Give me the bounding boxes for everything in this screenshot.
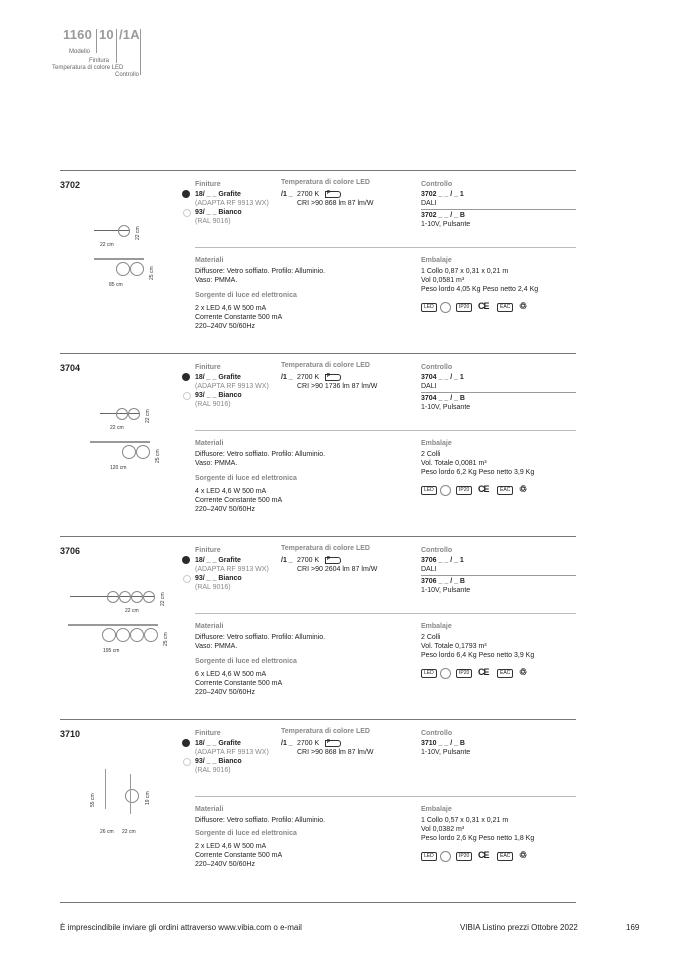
packaging-line-3: Peso lordo 6,4 Kg Peso netto 3,9 Kg [421, 652, 535, 659]
packaging-line-3: Peso lordo 2,6 Kg Peso netto 1,8 Kg [421, 835, 535, 842]
legend-label-temperatura: Temperatura di colore LED [52, 65, 124, 71]
materials-heading: Materiali [195, 257, 224, 264]
temperature-code: /1 _ [281, 374, 293, 381]
finish-graphite: 18/ _ _ Grafite [195, 374, 241, 381]
graphite-swatch [182, 190, 190, 198]
dim-width: 85 cm [109, 282, 123, 288]
packaging-line-2: Vol. Totale 0,1793 m³ [421, 643, 487, 650]
kelvin-bar-label: F [327, 739, 331, 745]
control-divider [421, 209, 576, 210]
materials-line-2: Vaso: PMMA. [195, 643, 238, 650]
bar-front-view [94, 258, 144, 260]
voltage-spec: 220–240V 50/60Hz [195, 506, 255, 513]
control-code-1: 3710 _ _ / _ B [421, 740, 465, 747]
lamp-top-view [119, 591, 131, 603]
packaging-line-3: Peso lordo 4,05 Kg Peso netto 2,4 Kg [421, 286, 539, 293]
dim-width: 195 cm [103, 648, 120, 654]
block-divider [195, 613, 576, 614]
temperature-kelvin: 2700 K [297, 374, 320, 381]
packaging-heading: Embalaje [421, 440, 452, 447]
materials-heading: Materiali [195, 806, 224, 813]
finish-graphite-note: (ADAPTA RF 9913 WX) [195, 200, 269, 207]
materials-line-1: Diffusore: Vetro soffiato. Profilo: Alluminio. [195, 268, 326, 275]
control-desc-2: 1-10V, Pulsante [421, 587, 471, 594]
lamp-front-view [130, 628, 144, 642]
control-divider [421, 575, 576, 576]
product-code: 3704 [60, 363, 81, 373]
dim-width: 120 cm [110, 465, 127, 471]
driver-spec: Corrente Constante 500 mA [195, 680, 283, 687]
finish-graphite: 18/ _ _ Grafite [195, 557, 241, 564]
finish-white-note: (RAL 9016) [195, 218, 231, 225]
product-code: 3702 [60, 180, 81, 190]
kelvin-bar-label: F [327, 373, 331, 379]
legend-divider [96, 29, 97, 53]
legend-divider [116, 29, 117, 63]
led-badge: LED [421, 852, 437, 861]
finish-graphite: 18/ _ _ Grafite [195, 740, 241, 747]
cri-lumens: CRI >90 868 lm 87 lm/W [297, 200, 374, 207]
bar-side-view [130, 774, 131, 814]
temperature-kelvin: 2700 K [297, 740, 320, 747]
block-divider [195, 430, 576, 431]
block-divider [195, 796, 576, 797]
finish-white: 93/ _ _ Bianco [195, 392, 242, 399]
lamp-front-view [144, 628, 158, 642]
lamp-top-view [143, 591, 155, 603]
lamp-front-view [136, 445, 150, 459]
light-source-icon [440, 668, 451, 679]
temperature-heading: Temperatura di colore LED [281, 362, 370, 369]
graphite-swatch [182, 373, 190, 381]
packaging-line-2: Vol 0,0581 m³ [421, 277, 465, 284]
led-badge: LED [421, 669, 437, 678]
finishes-heading: Finiture [195, 547, 221, 554]
finish-white-note: (RAL 9016) [195, 401, 231, 408]
temperature-heading: Temperatura di colore LED [281, 728, 370, 735]
lamp-top-view [118, 225, 130, 237]
finish-white-note: (RAL 9016) [195, 584, 231, 591]
packaging-line-3: Peso lordo 6,2 Kg Peso netto 3,9 Kg [421, 469, 535, 476]
source-heading: Sorgente di luce ed elettronica [195, 475, 297, 482]
block-divider [195, 247, 576, 248]
bar-front-view [90, 441, 150, 443]
recycle-icon: ♲ [519, 667, 528, 677]
kelvin-bar-label: F [327, 556, 331, 562]
ce-mark: CE [478, 667, 489, 677]
packaging-line-1: 2 Colli [421, 451, 441, 458]
dim-depth: 22 cm [145, 409, 151, 423]
control-desc-1: 1-10V, Pulsante [421, 749, 471, 756]
ip-badge: IP20 [456, 303, 472, 312]
product-code: 3706 [60, 546, 81, 556]
legend-code-finish: 10 [99, 27, 114, 42]
legend-divider [140, 29, 141, 75]
ip-badge: IP20 [456, 669, 472, 678]
temperature-code: /1 _ [281, 191, 293, 198]
light-source-icon [440, 302, 451, 313]
footer-catalog: VIBIA Listino prezzi Ottobre 2022 [460, 923, 578, 932]
control-heading: Controllo [421, 364, 453, 371]
finishes-heading: Finiture [195, 730, 221, 737]
control-desc-2: 1-10V, Pulsante [421, 404, 471, 411]
footer-note: È imprescindibile inviare gli ordini attraverso www.vibia.com o e-mail [60, 923, 302, 932]
product-drawing [60, 393, 180, 503]
control-desc-1: DALI [421, 200, 437, 207]
finishes-heading: Finiture [195, 364, 221, 371]
source-heading: Sorgente di luce ed elettronica [195, 830, 297, 837]
control-code-2: 3706 _ _ / _ B [421, 578, 465, 585]
finish-graphite-note: (ADAPTA RF 9913 WX) [195, 383, 269, 390]
temperature-code: /1 _ [281, 557, 293, 564]
voltage-spec: 220–240V 50/60Hz [195, 323, 255, 330]
recycle-icon: ♲ [519, 301, 528, 311]
materials-line-2: Vaso: PMMA. [195, 460, 238, 467]
eac-badge: EAC [497, 486, 513, 495]
dim-spacing: 22 cm [110, 425, 124, 431]
materials-line-2: Vaso: PMMA. [195, 277, 238, 284]
finish-graphite-note: (ADAPTA RF 9913 WX) [195, 566, 269, 573]
light-source-icon [440, 851, 451, 862]
temperature-code: /1 _ [281, 740, 293, 747]
kelvin-bar [325, 557, 341, 564]
legend-label-finitura: Finitura [89, 58, 110, 64]
packaging-heading: Embalaje [421, 257, 452, 264]
packaging-line-1: 1 Collo 0,87 x 0,31 x 0,21 m [421, 268, 509, 275]
product-code: 3710 [60, 729, 81, 739]
lamp-top-view [131, 591, 143, 603]
control-code-2: 3702 _ _ / _ B [421, 212, 465, 219]
dim-depth: 19 cm [145, 791, 151, 805]
lamp-front-view [116, 262, 130, 276]
control-divider [421, 392, 576, 393]
product-section [0, 170, 677, 354]
lamp-front-view [122, 445, 136, 459]
temperature-kelvin: 2700 K [297, 557, 320, 564]
lamp-top-view [128, 408, 140, 420]
packaging-heading: Embalaje [421, 623, 452, 630]
dim-height: 25 cm [155, 449, 161, 463]
legend-code-control: /1A [119, 27, 140, 42]
temperature-kelvin: 2700 K [297, 191, 320, 198]
control-heading: Controllo [421, 181, 453, 188]
led-badge: LED [421, 303, 437, 312]
product-drawing [60, 759, 180, 869]
control-desc-1: DALI [421, 566, 437, 573]
finishes-heading: Finiture [195, 181, 221, 188]
control-code-1: 3706 _ _ / _ 1 [421, 557, 464, 564]
eac-badge: EAC [497, 303, 513, 312]
ce-mark: CE [478, 850, 489, 860]
recycle-icon: ♲ [519, 484, 528, 494]
driver-spec: Corrente Constante 500 mA [195, 497, 283, 504]
ce-mark: CE [478, 301, 489, 311]
dim-height: 55 cm [90, 793, 96, 807]
finish-white: 93/ _ _ Bianco [195, 209, 242, 216]
ce-mark: CE [478, 484, 489, 494]
product-section [0, 536, 677, 720]
lamp-side-view [125, 789, 139, 803]
dim-height: 25 cm [163, 632, 169, 646]
finish-graphite: 18/ _ _ Grafite [195, 191, 241, 198]
section-rule [60, 902, 576, 903]
dim-spacing: 22 cm [122, 829, 136, 835]
dim-width: 26 cm [100, 829, 114, 835]
cri-lumens: CRI >90 1736 lm 87 lm/W [297, 383, 378, 390]
kelvin-bar [325, 191, 341, 198]
bar-front-view [105, 769, 106, 809]
finish-white: 93/ _ _ Bianco [195, 575, 242, 582]
materials-heading: Materiali [195, 623, 224, 630]
graphite-swatch [182, 739, 190, 747]
voltage-spec: 220–240V 50/60Hz [195, 689, 255, 696]
lamp-top-view [107, 591, 119, 603]
product-drawing [60, 576, 180, 686]
control-code-1: 3702 _ _ / _ 1 [421, 191, 464, 198]
materials-line-1: Diffusore: Vetro soffiato. Profilo: Alluminio. [195, 451, 326, 458]
lamp-front-view [102, 628, 116, 642]
voltage-spec: 220–240V 50/60Hz [195, 861, 255, 868]
temperature-heading: Temperatura di colore LED [281, 179, 370, 186]
driver-spec: Corrente Constante 500 mA [195, 314, 283, 321]
cri-lumens: CRI >90 868 lm 87 lm/W [297, 749, 374, 756]
ip-badge: IP20 [456, 852, 472, 861]
finish-graphite-note: (ADAPTA RF 9913 WX) [195, 749, 269, 756]
product-section [0, 719, 677, 903]
control-heading: Controllo [421, 547, 453, 554]
legend-label-modello: Modello [69, 49, 91, 55]
eac-badge: EAC [497, 852, 513, 861]
driver-spec: Corrente Constante 500 mA [195, 852, 283, 859]
code-legend [52, 27, 155, 82]
eac-badge: EAC [497, 669, 513, 678]
white-swatch [183, 209, 191, 217]
source-heading: Sorgente di luce ed elettronica [195, 658, 297, 665]
dim-spacing: 22 cm [100, 242, 114, 248]
control-code-1: 3704 _ _ / _ 1 [421, 374, 464, 381]
graphite-swatch [182, 556, 190, 564]
led-badge: LED [421, 486, 437, 495]
materials-heading: Materiali [195, 440, 224, 447]
control-desc-1: DALI [421, 383, 437, 390]
finish-white: 93/ _ _ Bianco [195, 758, 242, 765]
control-desc-2: 1-10V, Pulsante [421, 221, 471, 228]
dim-height: 25 cm [149, 266, 155, 280]
white-swatch [183, 392, 191, 400]
kelvin-bar [325, 374, 341, 381]
lamp-top-view [116, 408, 128, 420]
kelvin-bar [325, 740, 341, 747]
white-swatch [183, 575, 191, 583]
legend-code-model: 1160 [63, 27, 93, 42]
packaging-line-2: Vol. Totale 0,0081 m³ [421, 460, 487, 467]
source-heading: Sorgente di luce ed elettronica [195, 292, 297, 299]
kelvin-bar-label: F [327, 190, 331, 196]
packaging-line-2: Vol 0,0382 m³ [421, 826, 465, 833]
led-spec: 2 x LED 4,6 W 500 mA [195, 305, 267, 312]
lamp-front-view [130, 262, 144, 276]
product-drawing [60, 210, 180, 320]
dim-spacing: 22 cm [125, 608, 139, 614]
dim-depth: 22 cm [135, 226, 141, 240]
lamp-front-view [116, 628, 130, 642]
bar-front-view [68, 624, 158, 626]
packaging-heading: Embalaje [421, 806, 452, 813]
control-code-2: 3704 _ _ / _ B [421, 395, 465, 402]
product-section [0, 353, 677, 537]
led-spec: 2 x LED 4,6 W 500 mA [195, 843, 267, 850]
materials-line-1: Diffusore: Vetro soffiato. Profilo: Alluminio. [195, 817, 326, 824]
page-number: 169 [626, 923, 640, 932]
led-spec: 6 x LED 4,6 W 500 mA [195, 671, 267, 678]
light-source-icon [440, 485, 451, 496]
packaging-line-1: 2 Colli [421, 634, 441, 641]
ip-badge: IP20 [456, 486, 472, 495]
finish-white-note: (RAL 9016) [195, 767, 231, 774]
cri-lumens: CRI >90 2604 lm 87 lm/W [297, 566, 378, 573]
control-heading: Controllo [421, 730, 453, 737]
recycle-icon: ♲ [519, 850, 528, 860]
dim-depth: 22 cm [160, 592, 166, 606]
temperature-heading: Temperatura di colore LED [281, 545, 370, 552]
white-swatch [183, 758, 191, 766]
packaging-line-1: 1 Collo 0,57 x 0,31 x 0,21 m [421, 817, 509, 824]
legend-label-controllo: Controllo [115, 72, 140, 78]
led-spec: 4 x LED 4,6 W 500 mA [195, 488, 267, 495]
materials-line-1: Diffusore: Vetro soffiato. Profilo: Alluminio. [195, 634, 326, 641]
